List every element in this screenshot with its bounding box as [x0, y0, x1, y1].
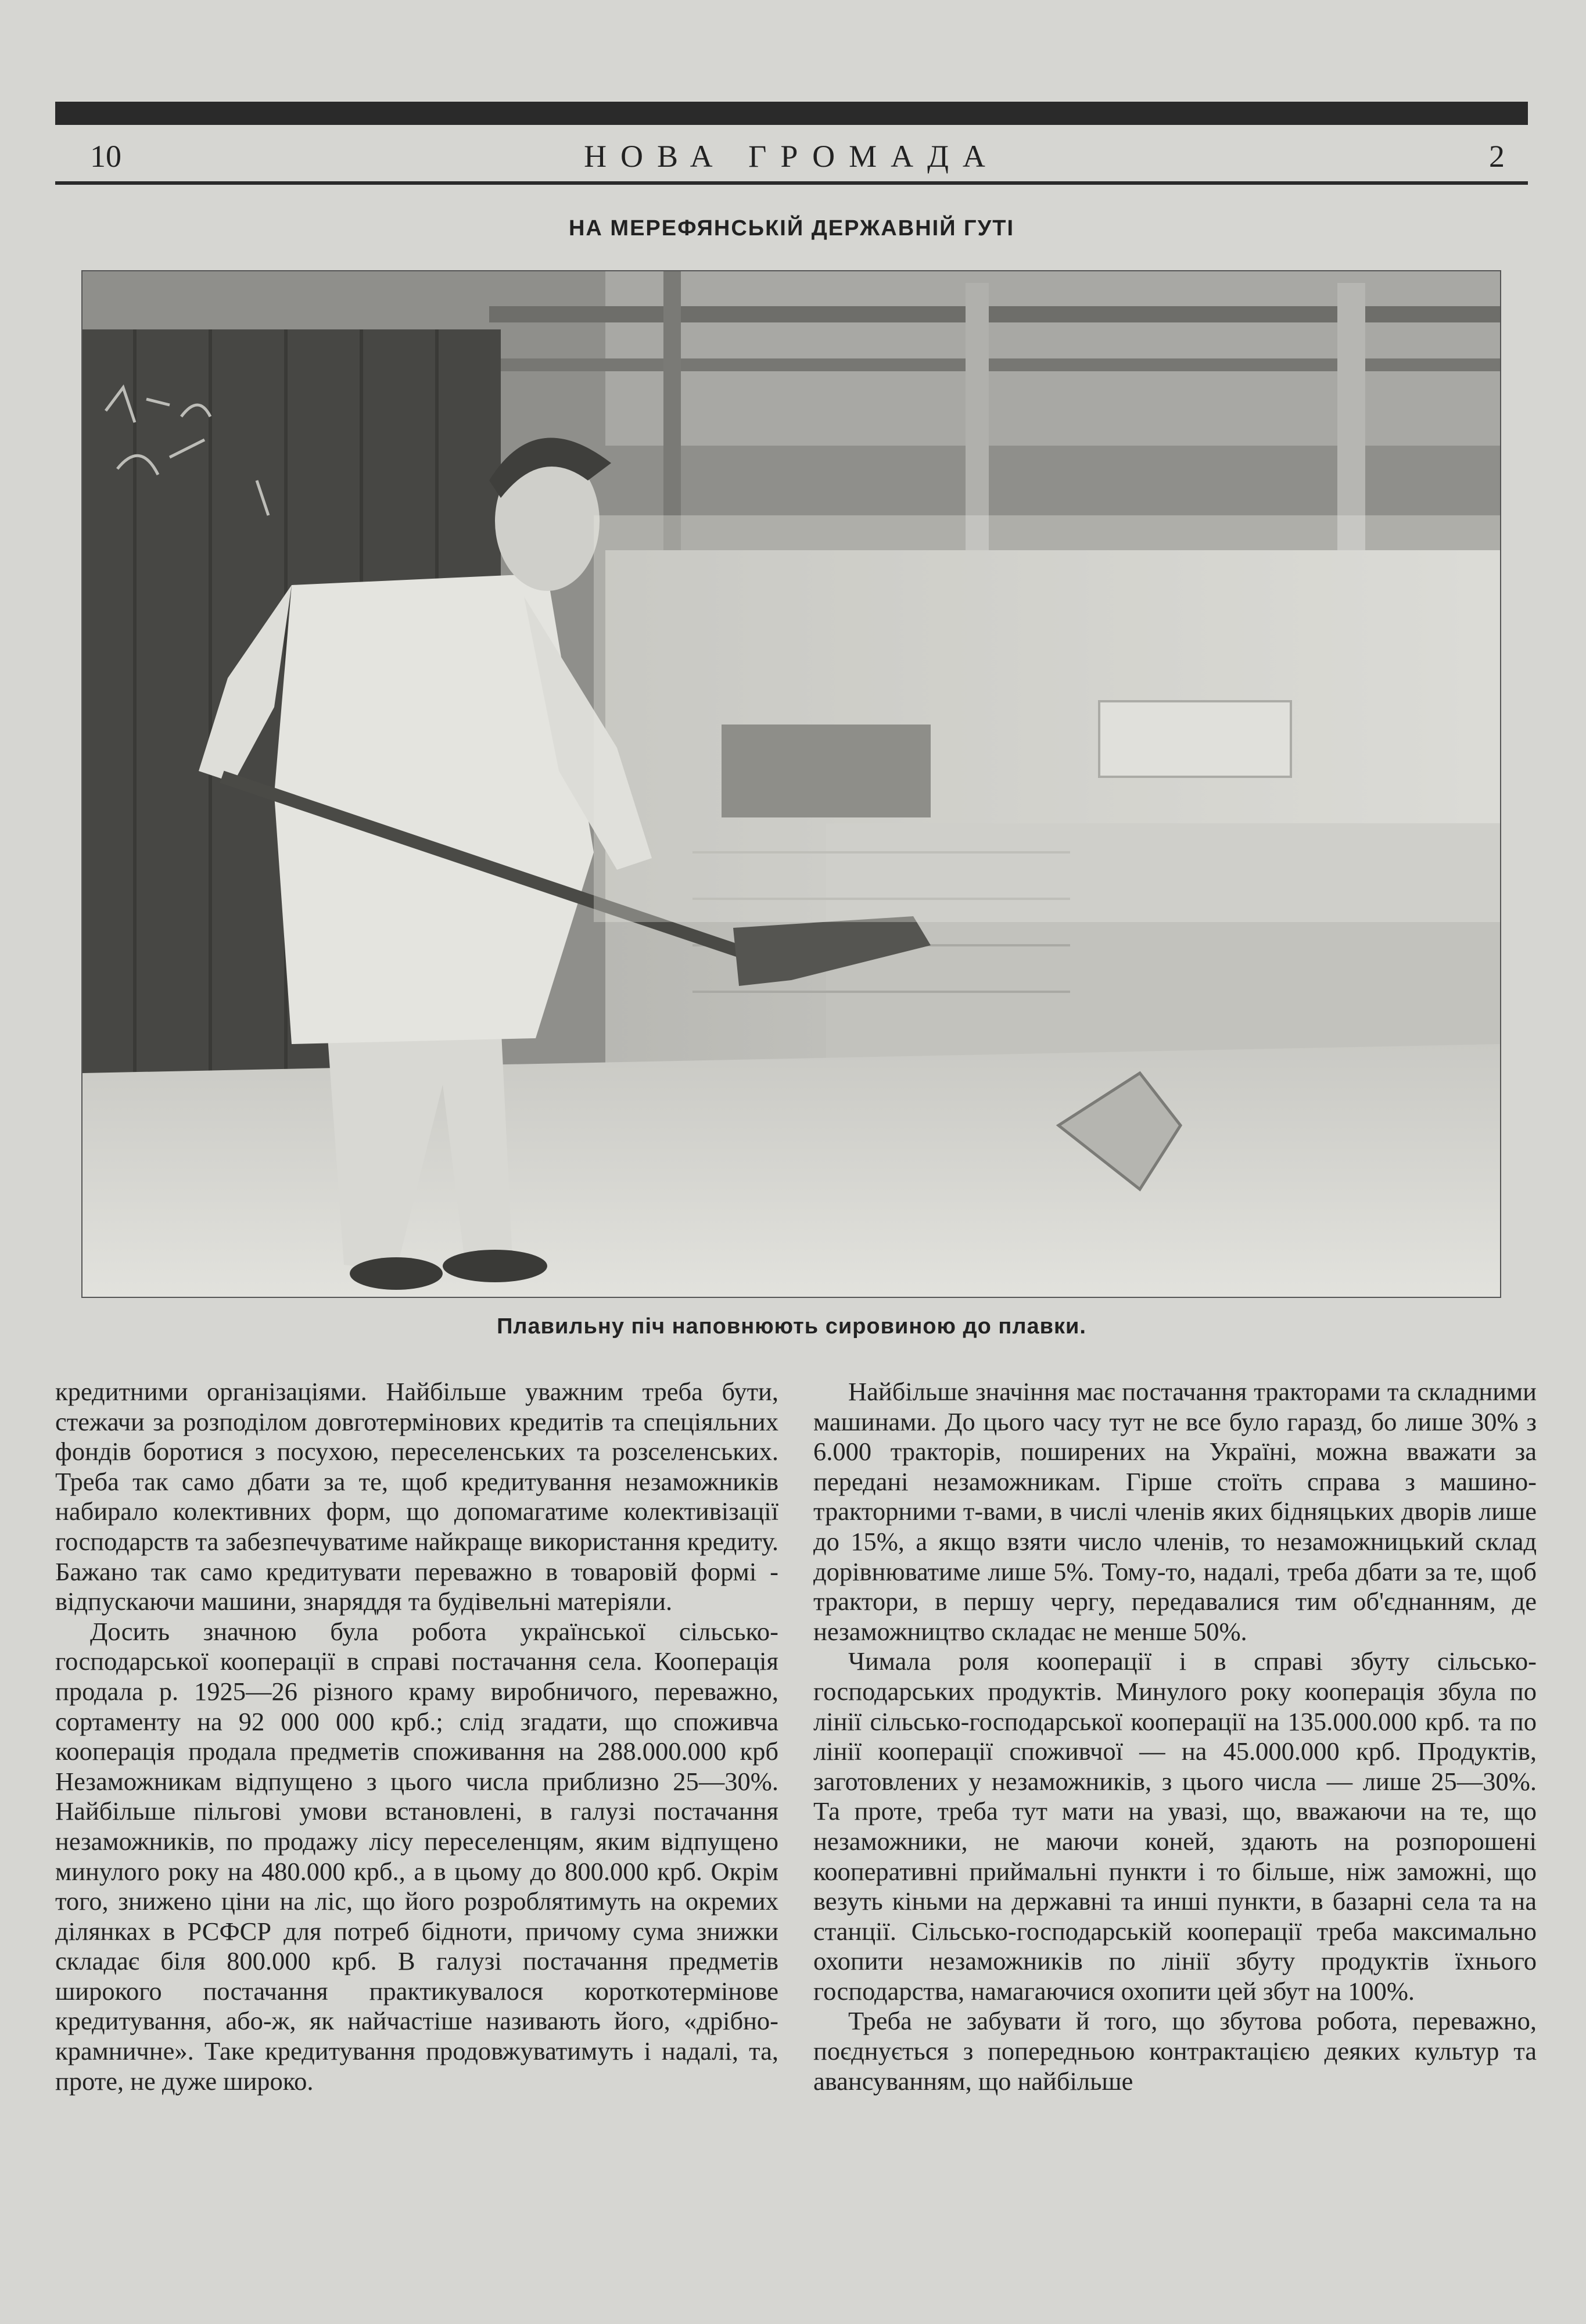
top-rule [55, 102, 1528, 125]
article-column-right [813, 1377, 1537, 2096]
photo-title: НА МЕРЕФЯНСЬКІЙ ДЕРЖАВНІЙ ГУТІ [568, 216, 1015, 241]
paragraph: Треба не забувати й того, що збутова робота, переважно, поєднується з попередньою контрактацією деяких культур та авансуванням, що найбільше [813, 2006, 1537, 2096]
paragraph: кредитними організаціями. Найбільше уважним треба бути, стежачи за розподілом довготермінових кредитів та спеціяльних фондів боротися з посухою, переселенських та розселенських. Треба так само дбати за те, щоб кредитування незаможників набирало колективних форм, що допомагатиме колективізації господарств та забезпечуватиме найкраще використання кредиту. Бажано так само кредитувати переважно в товаровій формі - відпускаючи машини, знаряддя та будівельні матеріяли. [55, 1377, 778, 1616]
paragraph: Досить значною була робота української сільсько-господарської кооперації в справі постачання села. Кооперація продала р. 1925—26 різного краму виробничого, переважно, сортаменту на 92 000 000 крб.; слід згадати, що споживча кооперація продала предметів споживання на 288.000.000 крб Незаможникам відпущено з цього числа приблизно 25—30%. Найбільше пільгові умови встановлені, в галузі постачання незаможників, по продажу лісу переселенцям, яким відпущено минулого року на 480.000 крб., а в цьому до 800.000 крб. Окрім того, знижено ціни на ліс, що його розроблятимуть на окремих ділянках в РСФСР для потреб бідноти, причому сума знижки складає біля 800.000 крб. В галузі постачання предметів широкого постачання практикувалося короткотермінове кредитування, або-ж, як найчастіше називають його, «дрібно-крамничне». Таке кредитування продовжуватимуть і надалі, та, проте, не дуже широко. [55, 1616, 778, 2096]
journal-title: НОВА ГРОМАДА [584, 139, 999, 174]
header-rule [55, 181, 1528, 185]
article-column-left [55, 1377, 778, 2096]
page-number: 10 [90, 139, 121, 174]
paragraph: Найбільше значіння має постачання тракторами та складними машинами. До цього часу тут не все було гаразд, бо лише 30% з 6.000 тракторів, поширених на Україні, можна вважати за передані незаможникам. Гірше стоїть справа з машино-тракторними т-вами, в числі членів яких бідняцьких дворів лише до 15%, а якщо взяти число членів, то незаможницький склад дорівнюватиме лише 5%. Тому-то, надалі, треба дбати за те, щоб трактори, в першу чергу, передавалися тим об'єднанням, де незаможництво складає не менше 50%. [813, 1377, 1537, 1646]
page-header [55, 132, 1528, 179]
photo-caption: Плавильну піч наповнюють сировиною до плавки. [497, 1314, 1086, 1339]
factory-photo [81, 270, 1501, 1298]
paragraph: Чимала роля кооперації і в справі збуту сільсько-господарських продуктів. Минулого року кооперація збула по лінії сільсько-господарської кооперації на 135.000.000 крб. та по лінії кооперації споживчої — на 45.000.000 крб. Продуктів, заготовлених у незаможників, з цього числа — лише 25—30%. Та проте, треба тут мати на увазі, що, вважаючи на те, що незаможники, не маючи коней, здають на розпорошені кооперативні приймальні пункти і то більше, ніж заможні, що везуть кіньми на державні та инші пункти, в базарні села та на станції. Сільсько-господарській кооперації треба максимально охопити незаможників по лінії збуту продуктів їхнього господарства, намагаючися охопити цей збут на 100%. [813, 1647, 1537, 2006]
issue-number: 2 [1489, 139, 1505, 174]
